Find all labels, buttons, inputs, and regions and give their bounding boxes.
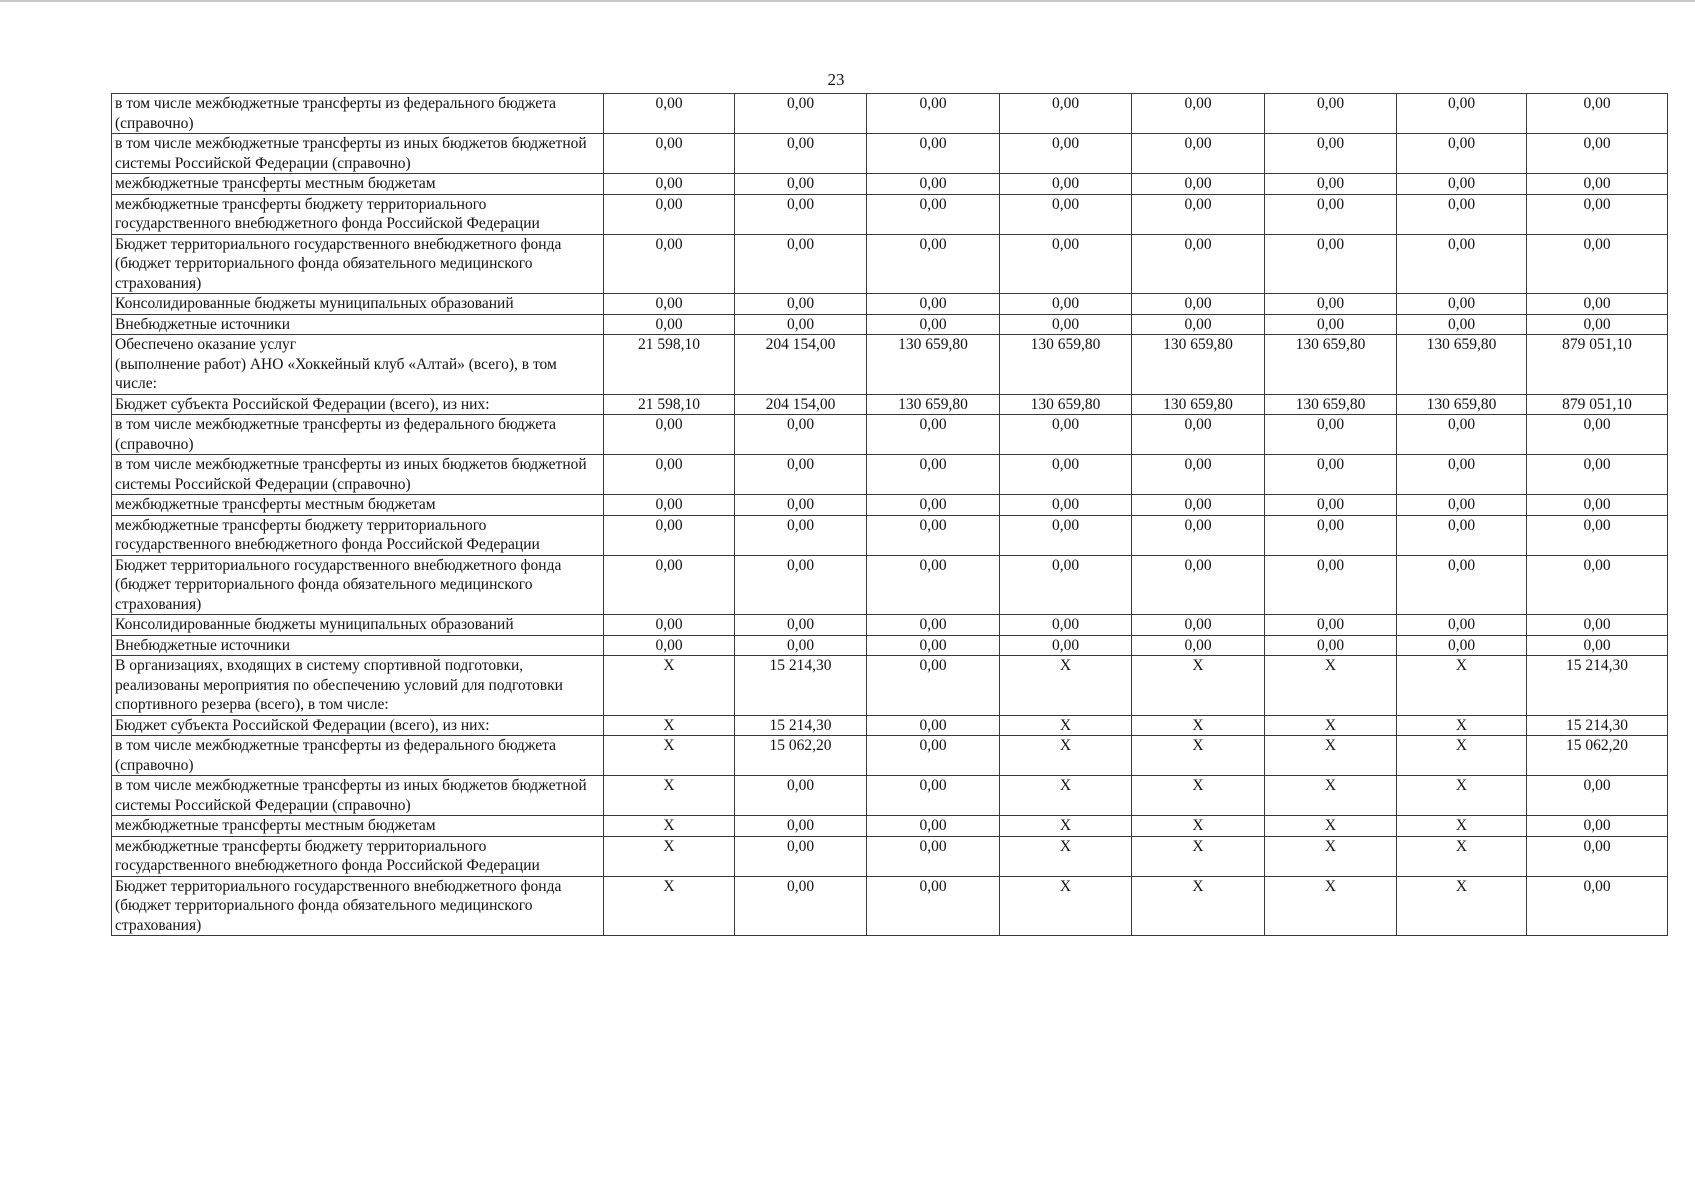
budget-table <box>111 93 1668 936</box>
row-value: 15 214,30 <box>1527 656 1668 716</box>
row-value: X <box>1000 836 1132 876</box>
row-value: 0,00 <box>735 776 867 816</box>
row-value: 0,00 <box>1265 194 1397 234</box>
row-value: X <box>604 836 735 876</box>
table-row <box>112 555 1668 615</box>
row-value: 0,00 <box>1000 234 1132 294</box>
table-row <box>112 615 1668 636</box>
row-value: 0,00 <box>1265 455 1397 495</box>
row-value: 0,00 <box>735 816 867 837</box>
row-value: 0,00 <box>867 816 1000 837</box>
row-value: 0,00 <box>604 635 735 656</box>
row-value: 0,00 <box>1527 515 1668 555</box>
row-value: 0,00 <box>604 314 735 335</box>
row-label: Внебюджетные источники <box>112 314 604 335</box>
row-value: 130 659,80 <box>1397 335 1527 395</box>
row-value: X <box>1265 715 1397 736</box>
row-value: 0,00 <box>1527 134 1668 174</box>
row-value: 130 659,80 <box>1265 335 1397 395</box>
row-value: 0,00 <box>604 234 735 294</box>
row-value: 0,00 <box>1265 174 1397 195</box>
row-value: 0,00 <box>1527 314 1668 335</box>
row-value: 0,00 <box>1527 776 1668 816</box>
row-value: 0,00 <box>735 94 867 134</box>
row-value: X <box>604 876 735 936</box>
row-value: 0,00 <box>1527 415 1668 455</box>
row-label: Бюджет субъекта Российской Федерации (всего), из них: <box>112 394 604 415</box>
row-value: 0,00 <box>735 134 867 174</box>
row-value: 0,00 <box>735 314 867 335</box>
row-value: 15 062,20 <box>735 736 867 776</box>
row-value: 0,00 <box>1527 495 1668 516</box>
row-value: X <box>1397 736 1527 776</box>
table-row <box>112 656 1668 716</box>
row-value: X <box>1000 876 1132 936</box>
row-value: 0,00 <box>735 415 867 455</box>
budget-table-container <box>111 93 1667 936</box>
row-value: X <box>1397 816 1527 837</box>
row-label: Консолидированные бюджеты муниципальных образований <box>112 615 604 636</box>
row-value: 0,00 <box>1265 294 1397 315</box>
row-value: 0,00 <box>867 656 1000 716</box>
row-value: 879 051,10 <box>1527 394 1668 415</box>
row-value: 0,00 <box>1265 615 1397 636</box>
row-value: 0,00 <box>1397 555 1527 615</box>
row-value: 0,00 <box>1397 94 1527 134</box>
table-row <box>112 736 1668 776</box>
row-value: 0,00 <box>1132 495 1265 516</box>
row-value: 0,00 <box>867 234 1000 294</box>
row-value: X <box>1132 715 1265 736</box>
table-row <box>112 314 1668 335</box>
row-label: Обеспечено оказание услуг (выполнение работ) АНО «Хоккейный клуб «Алтай» (всего), в том числе: <box>112 335 604 395</box>
row-value: X <box>1132 836 1265 876</box>
row-value: 0,00 <box>1397 174 1527 195</box>
row-value: 0,00 <box>1527 174 1668 195</box>
row-value: 0,00 <box>735 555 867 615</box>
table-row <box>112 876 1668 936</box>
row-value: 0,00 <box>867 555 1000 615</box>
row-value: 0,00 <box>1000 635 1132 656</box>
row-label: в том числе межбюджетные трансферты из федерального бюджета (справочно) <box>112 415 604 455</box>
row-value: X <box>1397 876 1527 936</box>
row-value: 0,00 <box>1265 495 1397 516</box>
row-value: X <box>1397 656 1527 716</box>
row-value: 0,00 <box>1000 194 1132 234</box>
row-value: 0,00 <box>867 876 1000 936</box>
row-value: X <box>1397 836 1527 876</box>
row-value: 0,00 <box>1132 194 1265 234</box>
row-value: 0,00 <box>1265 314 1397 335</box>
row-value: X <box>1397 715 1527 736</box>
row-value: X <box>1132 876 1265 936</box>
row-value: 130 659,80 <box>1132 335 1265 395</box>
row-label: в том числе межбюджетные трансферты из федерального бюджета (справочно) <box>112 94 604 134</box>
row-value: X <box>1265 736 1397 776</box>
row-value: 0,00 <box>1000 415 1132 455</box>
row-value: 0,00 <box>1132 174 1265 195</box>
row-value: 0,00 <box>1265 94 1397 134</box>
row-label: межбюджетные трансферты местным бюджетам <box>112 495 604 516</box>
row-value: 0,00 <box>1000 314 1132 335</box>
row-value: 130 659,80 <box>867 335 1000 395</box>
table-row <box>112 816 1668 837</box>
row-value: 0,00 <box>1397 415 1527 455</box>
row-value: 0,00 <box>1132 615 1265 636</box>
row-label: в том числе межбюджетные трансферты из федерального бюджета (справочно) <box>112 736 604 776</box>
scan-edge <box>0 0 1695 2</box>
row-value: 879 051,10 <box>1527 335 1668 395</box>
row-value: 0,00 <box>735 495 867 516</box>
row-value: 0,00 <box>867 415 1000 455</box>
table-row <box>112 715 1668 736</box>
row-value: 0,00 <box>1527 836 1668 876</box>
table-row <box>112 234 1668 294</box>
row-value: 15 214,30 <box>1527 715 1668 736</box>
row-value: X <box>604 656 735 716</box>
row-value: X <box>1132 656 1265 716</box>
row-value: 0,00 <box>867 776 1000 816</box>
row-value: 0,00 <box>604 174 735 195</box>
row-value: 0,00 <box>735 294 867 315</box>
row-value: X <box>604 816 735 837</box>
row-value: 0,00 <box>867 736 1000 776</box>
row-value: X <box>1265 656 1397 716</box>
row-value: 0,00 <box>1132 134 1265 174</box>
row-value: 0,00 <box>1527 455 1668 495</box>
row-value: 0,00 <box>1527 615 1668 636</box>
row-label: Бюджет территориального государственного внебюджетного фонда (бюджет территориального фонда обязательного медицинского страхования) <box>112 234 604 294</box>
row-value: 0,00 <box>867 836 1000 876</box>
row-value: X <box>1000 736 1132 776</box>
row-value: 0,00 <box>1000 615 1132 636</box>
table-row <box>112 836 1668 876</box>
page-number: 23 <box>827 70 845 89</box>
row-value: 0,00 <box>1397 294 1527 315</box>
row-label: в том числе межбюджетные трансферты из иных бюджетов бюджетной системы Российской Федерации (справочно) <box>112 776 604 816</box>
table-row <box>112 415 1668 455</box>
row-value: X <box>604 736 735 776</box>
row-value: 0,00 <box>735 194 867 234</box>
row-value: 0,00 <box>867 455 1000 495</box>
table-row <box>112 455 1668 495</box>
row-value: X <box>1265 816 1397 837</box>
row-label: Бюджет территориального государственного внебюджетного фонда (бюджет территориального фонда обязательного медицинского страхования) <box>112 555 604 615</box>
row-value: 0,00 <box>1265 234 1397 294</box>
row-value: 0,00 <box>604 294 735 315</box>
row-label: В организациях, входящих в систему спортивной подготовки, реализованы мероприятия по обеспечению условий для подготовки спортивного резерва (всего), в том числе: <box>112 656 604 716</box>
row-value: 0,00 <box>867 715 1000 736</box>
row-value: X <box>1000 656 1132 716</box>
row-value: 0,00 <box>1397 194 1527 234</box>
row-value: 0,00 <box>867 174 1000 195</box>
row-value: 0,00 <box>867 314 1000 335</box>
row-value: 0,00 <box>1265 134 1397 174</box>
row-value: 130 659,80 <box>1132 394 1265 415</box>
row-label: межбюджетные трансферты бюджету территориального государственного внебюджетного фонда Российской Федерации <box>112 836 604 876</box>
row-value: X <box>1265 776 1397 816</box>
row-value: 0,00 <box>1000 294 1132 315</box>
row-value: 0,00 <box>867 615 1000 636</box>
row-value: 0,00 <box>1000 134 1132 174</box>
table-row <box>112 495 1668 516</box>
table-row <box>112 294 1668 315</box>
row-value: 130 659,80 <box>1265 394 1397 415</box>
row-value: 0,00 <box>604 615 735 636</box>
row-value: 0,00 <box>1397 515 1527 555</box>
row-value: 15 214,30 <box>735 656 867 716</box>
row-value: 0,00 <box>735 635 867 656</box>
row-label: в том числе межбюджетные трансферты из иных бюджетов бюджетной системы Российской Федерации (справочно) <box>112 134 604 174</box>
row-value: 0,00 <box>604 194 735 234</box>
row-value: 0,00 <box>867 515 1000 555</box>
row-value: 0,00 <box>1000 94 1132 134</box>
row-value: 0,00 <box>1000 174 1132 195</box>
row-value: X <box>1000 816 1132 837</box>
row-value: 0,00 <box>1397 134 1527 174</box>
table-row <box>112 635 1668 656</box>
table-row <box>112 335 1668 395</box>
row-value: 130 659,80 <box>1000 394 1132 415</box>
table-row <box>112 174 1668 195</box>
row-value: 0,00 <box>1527 234 1668 294</box>
row-value: 0,00 <box>1397 635 1527 656</box>
row-value: 0,00 <box>1527 876 1668 936</box>
row-value: 0,00 <box>604 455 735 495</box>
row-value: 0,00 <box>1132 455 1265 495</box>
row-value: 0,00 <box>604 515 735 555</box>
table-row <box>112 194 1668 234</box>
row-value: 0,00 <box>1397 615 1527 636</box>
row-value: 0,00 <box>1132 234 1265 294</box>
row-value: 0,00 <box>735 234 867 294</box>
row-label: в том числе межбюджетные трансферты из иных бюджетов бюджетной системы Российской Федерации (справочно) <box>112 455 604 495</box>
row-value: 0,00 <box>1132 294 1265 315</box>
row-value: 0,00 <box>1397 234 1527 294</box>
row-value: 0,00 <box>604 555 735 615</box>
row-value: 0,00 <box>1132 635 1265 656</box>
row-value: 0,00 <box>735 455 867 495</box>
row-value: 130 659,80 <box>867 394 1000 415</box>
row-value: X <box>1132 816 1265 837</box>
row-value: 0,00 <box>1527 94 1668 134</box>
row-value: 0,00 <box>1000 495 1132 516</box>
row-value: 0,00 <box>1132 515 1265 555</box>
row-value: 0,00 <box>1527 194 1668 234</box>
row-value: X <box>1132 776 1265 816</box>
row-value: 0,00 <box>1000 515 1132 555</box>
row-label: Внебюджетные источники <box>112 635 604 656</box>
row-value: 0,00 <box>604 134 735 174</box>
table-row <box>112 394 1668 415</box>
table-row <box>112 94 1668 134</box>
row-value: 0,00 <box>1000 555 1132 615</box>
row-value: 0,00 <box>735 876 867 936</box>
table-row <box>112 776 1668 816</box>
row-value: 0,00 <box>1265 515 1397 555</box>
row-value: 0,00 <box>1132 314 1265 335</box>
row-value: 15 062,20 <box>1527 736 1668 776</box>
row-value: 0,00 <box>867 635 1000 656</box>
row-label: Консолидированные бюджеты муниципальных образований <box>112 294 604 315</box>
row-value: 0,00 <box>867 495 1000 516</box>
table-row <box>112 134 1668 174</box>
row-value: 0,00 <box>1527 555 1668 615</box>
row-value: 0,00 <box>604 94 735 134</box>
row-label: межбюджетные трансферты бюджету территориального государственного внебюджетного фонда Российской Федерации <box>112 515 604 555</box>
row-value: X <box>604 776 735 816</box>
row-value: 130 659,80 <box>1397 394 1527 415</box>
row-value: 0,00 <box>867 134 1000 174</box>
row-value: 0,00 <box>1527 294 1668 315</box>
row-value: 0,00 <box>1265 555 1397 615</box>
row-value: 0,00 <box>1132 415 1265 455</box>
row-value: 0,00 <box>735 174 867 195</box>
row-value: 0,00 <box>1265 635 1397 656</box>
row-value: 0,00 <box>1265 415 1397 455</box>
row-value: 0,00 <box>735 515 867 555</box>
row-value: 0,00 <box>1397 314 1527 335</box>
row-value: X <box>1265 876 1397 936</box>
row-value: X <box>1265 836 1397 876</box>
row-value: X <box>1397 776 1527 816</box>
row-value: X <box>604 715 735 736</box>
row-value: 0,00 <box>867 194 1000 234</box>
row-value: 0,00 <box>1527 816 1668 837</box>
row-label: межбюджетные трансферты бюджету территориального государственного внебюджетного фонда Российской Федерации <box>112 194 604 234</box>
row-value: 204 154,00 <box>735 394 867 415</box>
row-label: Бюджет территориального государственного внебюджетного фонда (бюджет территориального фонда обязательного медицинского страхования) <box>112 876 604 936</box>
row-value: 21 598,10 <box>604 394 735 415</box>
row-value: X <box>1132 736 1265 776</box>
row-value: 0,00 <box>1527 635 1668 656</box>
row-value: 130 659,80 <box>1000 335 1132 395</box>
row-value: 0,00 <box>867 294 1000 315</box>
row-label: межбюджетные трансферты местным бюджетам <box>112 816 604 837</box>
row-value: 0,00 <box>604 415 735 455</box>
row-value: 0,00 <box>867 94 1000 134</box>
row-value: 0,00 <box>1000 455 1132 495</box>
table-row <box>112 515 1668 555</box>
row-value: 0,00 <box>735 615 867 636</box>
row-value: 0,00 <box>735 836 867 876</box>
row-value: 204 154,00 <box>735 335 867 395</box>
row-value: 0,00 <box>1132 94 1265 134</box>
row-value: 0,00 <box>1132 555 1265 615</box>
budget-table-body <box>112 94 1668 936</box>
row-value: 0,00 <box>1397 455 1527 495</box>
row-value: 0,00 <box>1397 495 1527 516</box>
row-value: 15 214,30 <box>735 715 867 736</box>
row-value: X <box>1000 776 1132 816</box>
row-label: межбюджетные трансферты местным бюджетам <box>112 174 604 195</box>
row-value: 21 598,10 <box>604 335 735 395</box>
row-label: Бюджет субъекта Российской Федерации (всего), из них: <box>112 715 604 736</box>
row-value: 0,00 <box>604 495 735 516</box>
row-value: X <box>1000 715 1132 736</box>
